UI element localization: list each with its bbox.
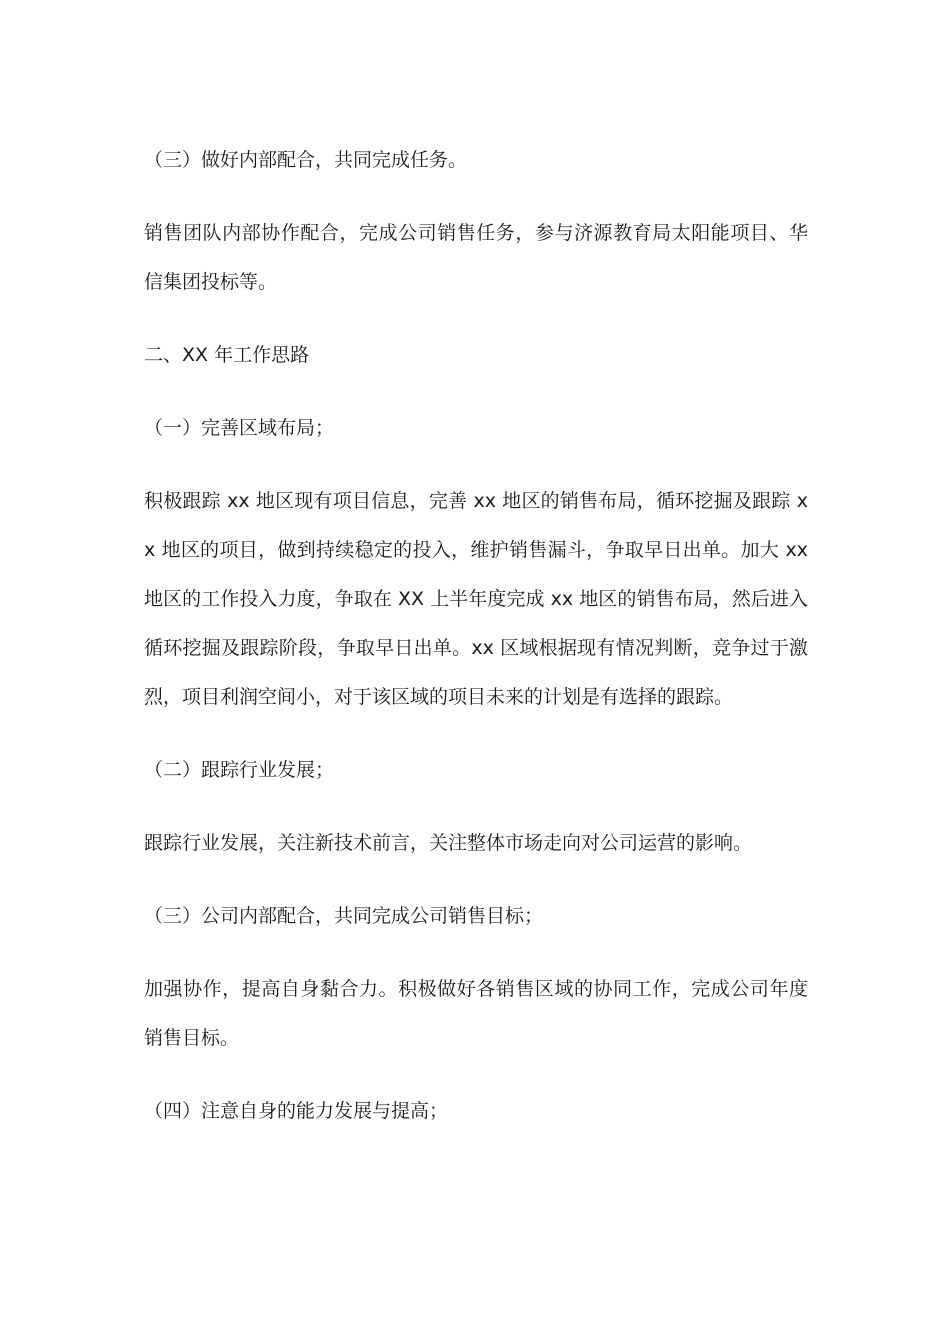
paragraph-industry-tracking: 跟踪行业发展，关注新技术前言，关注整体市场走向对公司运营的影响。 xyxy=(144,832,753,854)
document-body xyxy=(144,136,808,1160)
section-heading-sales-target: （三）公司内部配合，共同完成公司销售目标； xyxy=(144,905,544,927)
paragraph-internal-cooperation: 销售团队内部协作配合，完成公司销售任务，参与济源教育局太阳能项目、华信集团投标等。 xyxy=(144,222,808,293)
paragraph-regional-layout: 积极跟踪 xx 地区现有项目信息，完善 xx 地区的销售布局，循环挖掘及跟踪 xx 地区的项目，做到持续稳定的投入，维护销售漏斗，争取早日出单。加大 xx 地区的工作投入力度，争取在 XX 上半年度完成 xx 地区的销售布局，然后进入循环挖掘及跟踪阶段，争取早日出单。xx 区域根据现有情况判断，竞争过于激烈，项目利润空间小，对于该区域的项目未来的计划是有选择的跟踪。 xyxy=(144,490,808,708)
section-heading-regional-layout: （一）完善区域布局； xyxy=(144,417,335,439)
section-heading-industry-tracking: （二）跟踪行业发展； xyxy=(144,759,335,781)
section-heading-self-improvement: （四）注意自身的能力发展与提高； xyxy=(144,1100,449,1122)
chapter-heading-work-plan: 二、XX 年工作思路 xyxy=(144,344,310,366)
section-heading-internal-cooperation: （三）做好内部配合，共同完成任务。 xyxy=(144,149,468,171)
paragraph-sales-target: 加强协作，提高自身黏合力。积极做好各销售区域的协同工作，完成公司年度销售目标。 xyxy=(144,978,808,1049)
